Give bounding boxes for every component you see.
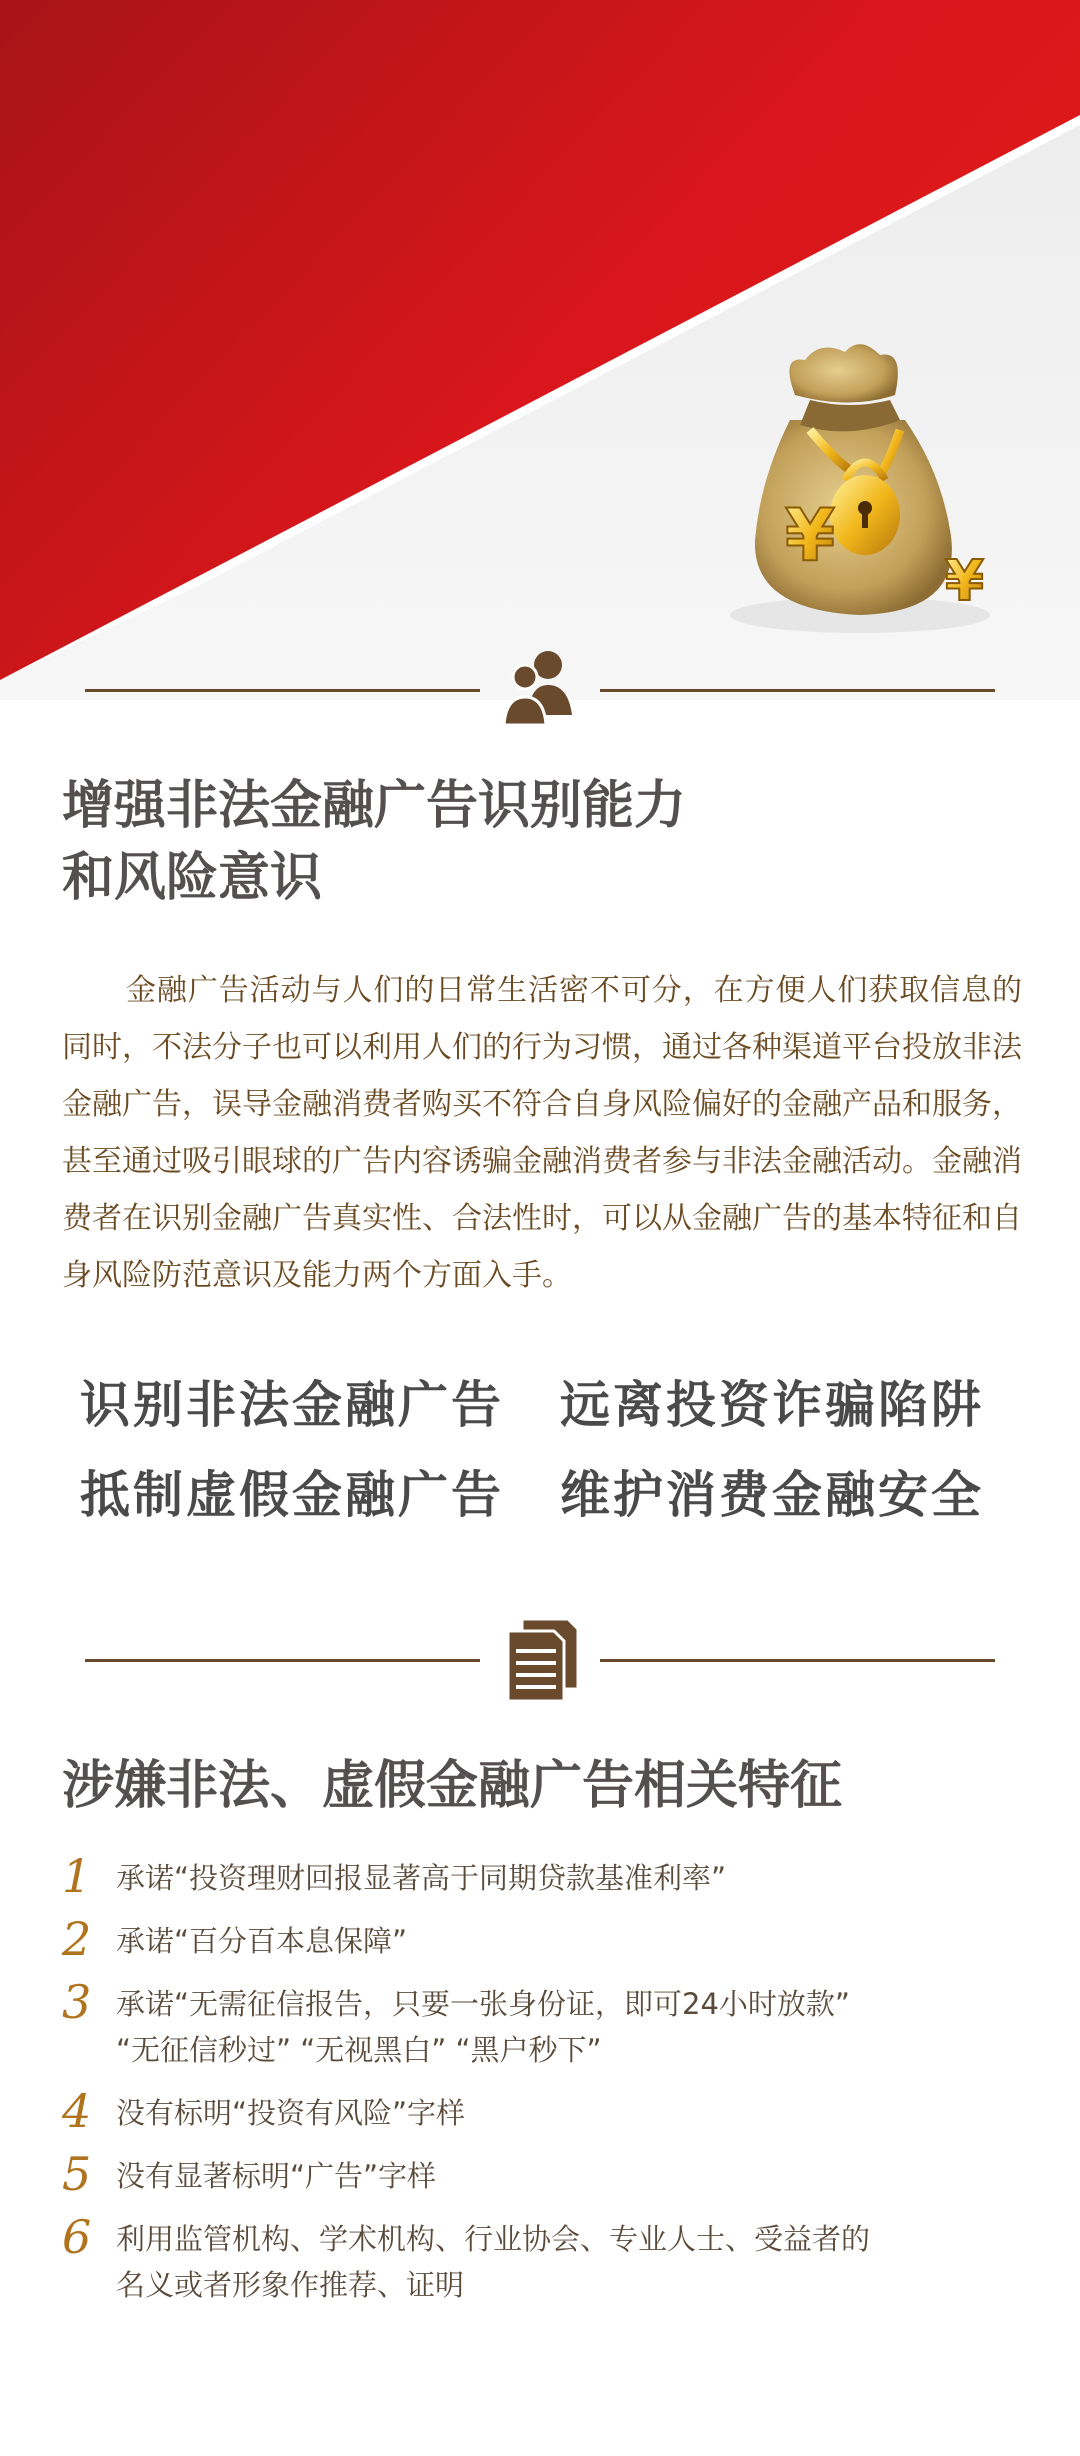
divider-line-left <box>85 689 480 692</box>
section2-title: 涉嫌非法、虚假金融广告相关特征 <box>62 1756 843 1816</box>
slogan-3: 抵制虚假金融广告 <box>80 1466 504 1524</box>
hero-banner <box>0 0 1080 700</box>
list-item <box>62 1912 1022 1966</box>
feature-list <box>62 1849 1022 2325</box>
divider-line-right <box>600 1659 995 1662</box>
item-number: 5 <box>62 2147 92 2201</box>
section1-title-line2: 和风险意识 <box>62 848 323 908</box>
section1-title <box>62 770 1022 914</box>
list-item <box>62 1849 1022 1903</box>
section1-title-line1: 增强非法金融广告识别能力 <box>62 776 687 836</box>
slogan-block <box>0 1365 1080 1545</box>
slogan-4: 维护消费金融安全 <box>560 1466 984 1524</box>
list-item <box>62 1975 1022 2073</box>
list-item <box>62 2147 1022 2201</box>
item-text: 承诺“百分百本息保障” <box>116 1924 408 1958</box>
people-icon <box>500 645 580 735</box>
item-text: 没有标明“投资有风险”字样 <box>116 2096 466 2130</box>
divider-line-left <box>85 1659 480 1662</box>
list-item <box>62 2210 1022 2308</box>
item-number: 2 <box>62 1912 92 1966</box>
svg-text:¥: ¥ <box>785 493 836 577</box>
item-number: 3 <box>62 1975 92 2029</box>
item-number: 4 <box>62 2084 92 2138</box>
item-text: 没有显著标明“广告”字样 <box>116 2159 437 2193</box>
slogan-2: 远离投资诈骗陷阱 <box>560 1376 984 1434</box>
item-text: 利用监管机构、学术机构、行业协会、专业人士、受益者的 名义或者形象作推荐、证明 <box>116 2222 871 2302</box>
intro-paragraph: 金融广告活动与人们的日常生活密不可分，在方便人们获取信息的同时，不法分子也可以利用人们的行为习惯，通过各种渠道平台投放非法金融广告，误导金融消费者购买不符合自身风险偏好的金融产品和服务，甚至通过吸引眼球的广告内容诱骗金融消费者参与非法金融活动。金融消费者在识别金融广告真实性、合法性时，可以从金融广告的基本特征和自身风险防范意识及能力两个方面入手。 <box>62 973 1022 1293</box>
slogan-1: 识别非法金融广告 <box>80 1376 504 1434</box>
divider-line-right <box>600 689 995 692</box>
section-divider-2 <box>0 1615 1080 1705</box>
item-text: 承诺“投资理财回报显著高于同期贷款基准利率” <box>116 1861 727 1895</box>
section-divider-1 <box>0 645 1080 735</box>
item-number: 1 <box>62 1849 92 1903</box>
list-item <box>62 2084 1022 2138</box>
document-icon <box>500 1615 580 1705</box>
svg-text:¥: ¥ <box>945 549 984 614</box>
item-text: 承诺“无需征信报告，只要一张身份证，即可24小时放款” “无征信秒过” “无视黑白” “黑户秒下” <box>116 1987 850 2067</box>
item-number: 6 <box>62 2210 92 2264</box>
